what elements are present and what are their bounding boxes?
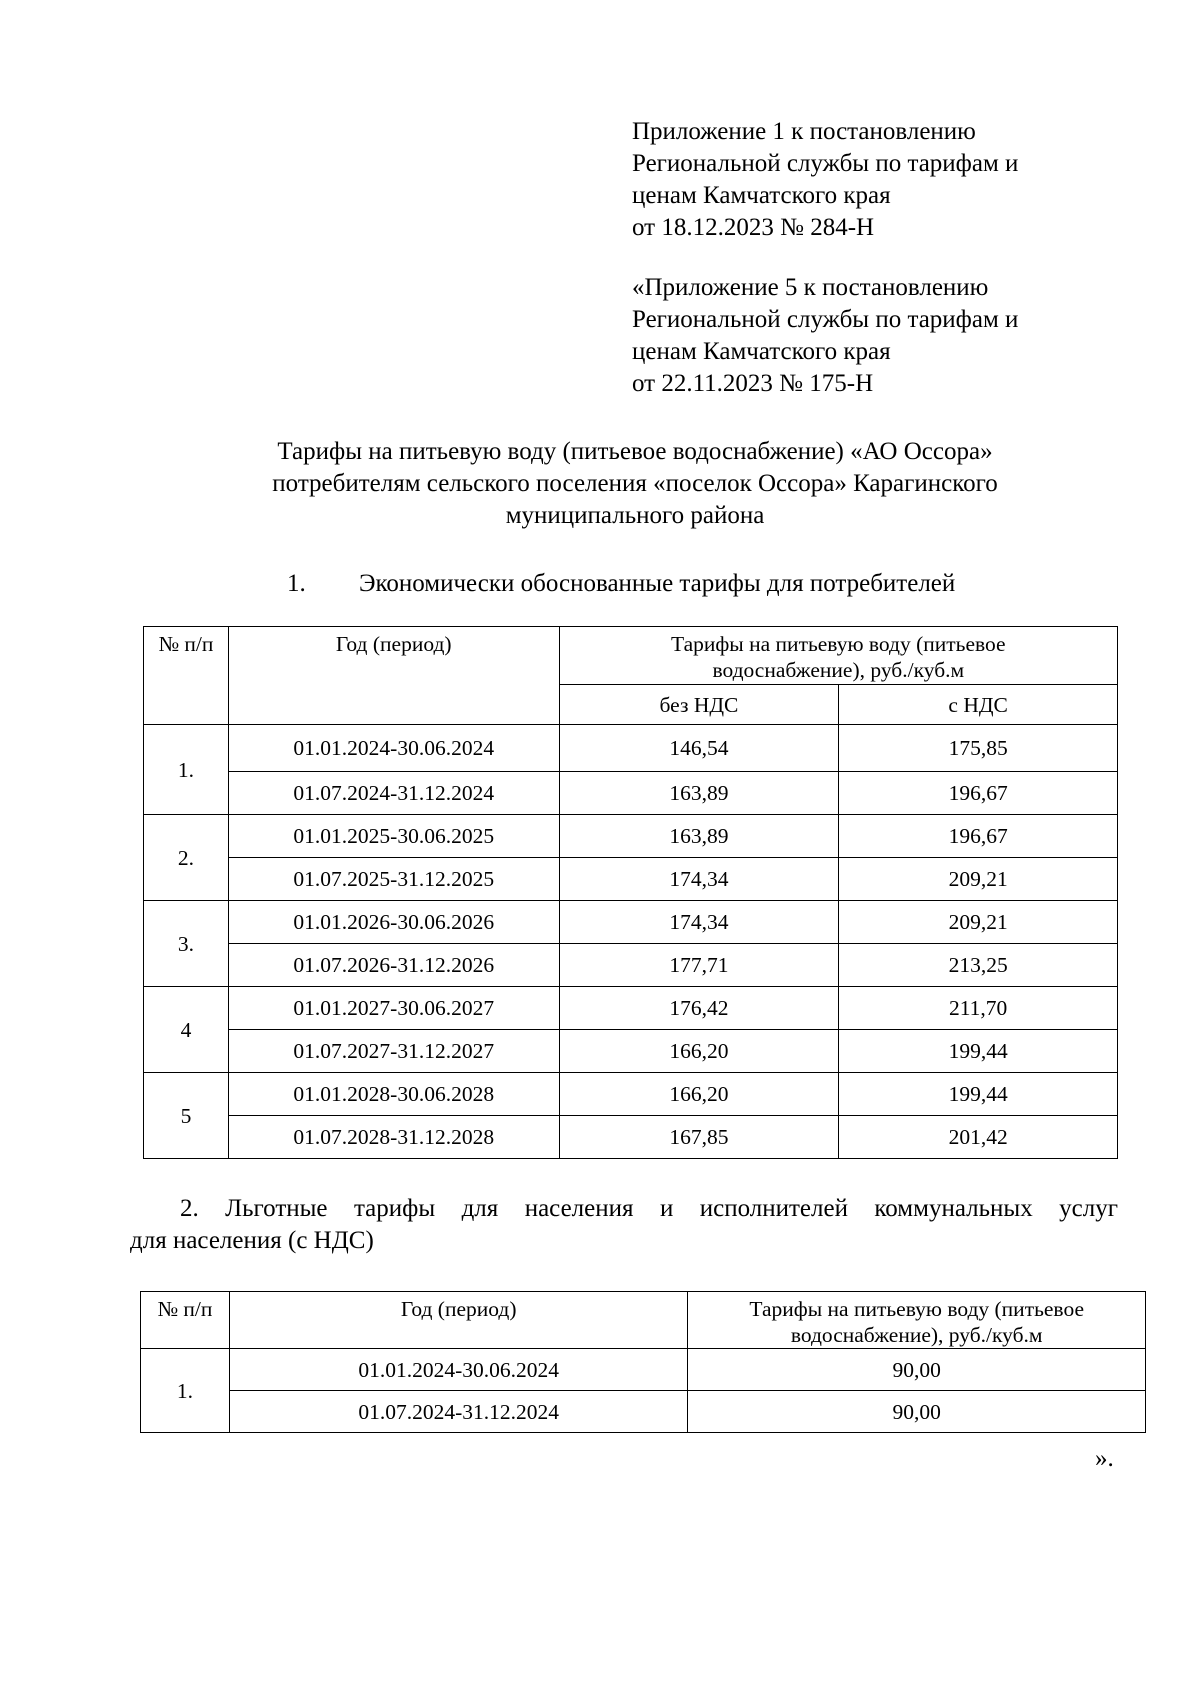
row-vat: 209,21 [839, 858, 1118, 901]
table-row [141, 1349, 1146, 1391]
table-row [144, 725, 1118, 772]
section-2-word: Льготные [225, 1195, 328, 1222]
appendix-5-line: от 22.11.2023 № 175-Н [632, 370, 874, 397]
header-period: Год (период) [228, 627, 559, 725]
section-2-word: для [461, 1195, 499, 1222]
appendix-5-line: «Приложение 5 к постановлению [632, 274, 989, 301]
row-period: 01.01.2028-30.06.2028 [228, 1073, 559, 1116]
header-num: № п/п [144, 627, 229, 725]
table-header-row [144, 627, 1118, 685]
section-2-word: населения [524, 1195, 634, 1222]
row-no-vat: 163,89 [559, 815, 839, 858]
section-2-word: и [659, 1195, 674, 1222]
row-vat: 196,67 [839, 815, 1118, 858]
row-period: 01.07.2024-31.12.2024 [229, 1391, 688, 1433]
table-header-row [141, 1292, 1146, 1349]
row-period: 01.01.2026-30.06.2026 [228, 901, 559, 944]
header-tariff-line: Тарифы на питьевую воду (питьевое [670, 632, 1006, 656]
section-2-number: 2. [180, 1195, 199, 1222]
row-no-vat: 176,42 [559, 987, 839, 1030]
section-2-heading-line: для населения (с НДС) [130, 1227, 374, 1254]
row-period: 01.07.2026-31.12.2026 [228, 944, 559, 987]
header-period: Год (период) [229, 1292, 688, 1349]
economic-tariffs-table [143, 626, 1118, 1159]
row-vat: 199,44 [839, 1030, 1118, 1073]
row-period: 01.01.2024-30.06.2024 [229, 1349, 688, 1391]
row-vat: 196,67 [839, 772, 1118, 815]
row-vat: 209,21 [839, 901, 1118, 944]
section-1-title: Экономически обоснованные тарифы для потребителей [359, 570, 956, 597]
appendix-1-line: от 18.12.2023 № 284-Н [632, 214, 875, 241]
row-no-vat: 166,20 [559, 1030, 839, 1073]
row-vat: 201,42 [839, 1116, 1118, 1159]
row-no-vat: 177,71 [559, 944, 839, 987]
appendix-5-line: Региональной службы по тарифам и [632, 306, 1019, 333]
row-vat: 213,25 [839, 944, 1118, 987]
row-no-vat: 146,54 [559, 725, 839, 772]
row-number: 3. [144, 901, 229, 987]
row-period: 01.07.2028-31.12.2028 [228, 1116, 559, 1159]
row-no-vat: 174,34 [559, 901, 839, 944]
row-number: 1. [144, 725, 229, 815]
appendix-1-line: Региональной службы по тарифам и [632, 150, 1019, 177]
appendix-1-header [632, 116, 1152, 244]
row-value: 90,00 [688, 1391, 1146, 1433]
row-period: 01.07.2025-31.12.2025 [228, 858, 559, 901]
table-row [141, 1391, 1146, 1433]
header-num: № п/п [141, 1292, 230, 1349]
row-no-vat: 166,20 [559, 1073, 839, 1116]
table-row [144, 1116, 1118, 1159]
header-tariff [559, 627, 1117, 685]
header-tariff-line: Тарифы на питьевую воду (питьевое [749, 1297, 1084, 1321]
preferential-tariffs-table [140, 1291, 1146, 1433]
section-1-heading [287, 568, 955, 600]
section-2-heading-line [130, 1193, 1118, 1225]
document-title-line: потребителям сельского поселения «поселок Оссора» Карагинского [272, 470, 998, 497]
header-tariff-line: водоснабжение), руб./куб.м [712, 658, 965, 682]
section-2-word: услуг [1059, 1195, 1118, 1222]
header-tariff-line: водоснабжение), руб./куб.м [790, 1323, 1043, 1347]
appendix-1-line: Приложение 1 к постановлению [632, 118, 976, 145]
table-row [144, 1073, 1118, 1116]
table-row [144, 944, 1118, 987]
row-no-vat: 163,89 [559, 772, 839, 815]
header-tariff [688, 1292, 1146, 1349]
table-row [144, 858, 1118, 901]
row-period: 01.01.2027-30.06.2027 [228, 987, 559, 1030]
row-period: 01.01.2024-30.06.2024 [228, 725, 559, 772]
document-title-line: Тарифы на питьевую воду (питьевое водоснабжение) «АО Оссора» [277, 438, 993, 465]
section-1-number: 1. [287, 570, 306, 597]
appendix-5-header [632, 272, 1152, 400]
row-value: 90,00 [688, 1349, 1146, 1391]
section-2-heading [130, 1193, 1118, 1257]
table-row [144, 901, 1118, 944]
document-title-line: муниципального района [505, 502, 765, 529]
row-number: 2. [144, 815, 229, 901]
row-number: 4 [144, 987, 229, 1073]
row-no-vat: 167,85 [559, 1116, 839, 1159]
row-number: 5 [144, 1073, 229, 1159]
row-period: 01.07.2024-31.12.2024 [228, 772, 559, 815]
row-vat: 199,44 [839, 1073, 1118, 1116]
section-2-word: тарифы [353, 1195, 436, 1222]
table-row [144, 815, 1118, 858]
appendix-1-line: ценам Камчатского края [632, 182, 891, 209]
row-vat: 211,70 [839, 987, 1118, 1030]
header-vat: с НДС [839, 685, 1118, 725]
table-row [144, 1030, 1118, 1073]
closing-quote-mark: ». [1095, 1445, 1114, 1472]
table-row [144, 987, 1118, 1030]
row-period: 01.01.2025-30.06.2025 [228, 815, 559, 858]
row-period: 01.07.2027-31.12.2027 [228, 1030, 559, 1073]
row-vat: 175,85 [839, 725, 1118, 772]
appendix-5-line: ценам Камчатского края [632, 338, 891, 365]
section-2-word: исполнителей [699, 1195, 848, 1222]
table-row [144, 772, 1118, 815]
section-2-word: коммунальных [874, 1195, 1033, 1222]
document-title [130, 436, 1140, 532]
header-no-vat: без НДС [559, 685, 839, 725]
row-no-vat: 174,34 [559, 858, 839, 901]
row-number: 1. [141, 1349, 230, 1433]
